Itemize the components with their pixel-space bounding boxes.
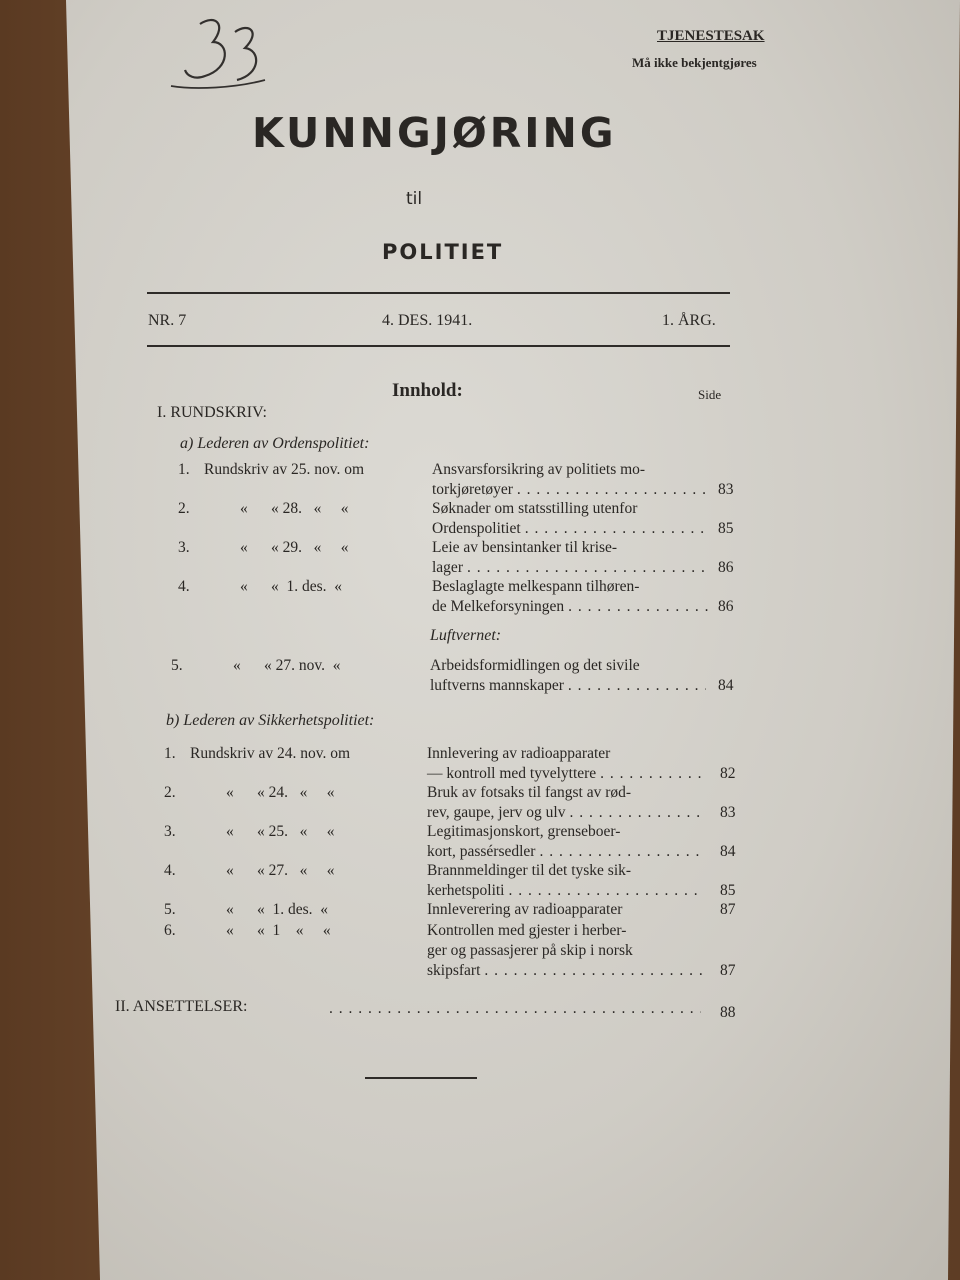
dot-leader [568,677,706,695]
entry-page: 85 [718,520,734,537]
dot-leader [509,882,704,900]
entry-description-line [427,862,707,880]
dot-leader [525,520,708,538]
entry-page: 82 [720,765,736,782]
entry-reference: « « 24. « « [226,784,335,801]
entry-description-line [432,500,712,518]
description-text: Søknader om statsstilling utenfor [432,500,638,517]
issue-year: 1. ÅRG. [662,312,716,329]
entry-reference: « « 27. nov. « [233,657,341,674]
subsection-ordenspolitiet: a) Lederen av Ordenspolitiet: [180,435,370,452]
entry-description-line [432,539,712,557]
description-text: Innleverering av radioapparater [427,901,623,918]
section-ansettelser: II. ANSETTELSER: [115,998,248,1015]
dot-leader [569,804,703,822]
entry-number: 3. [164,823,176,840]
entry-description-line [432,598,712,616]
dot-leader [484,962,703,980]
description-text: Ordenspolitiet [432,520,521,537]
classification-label: TJENESTESAK [657,28,765,44]
entry-reference: « « 29. « « [240,539,349,556]
description-text: Ansvarsforsikring av politiets mo- [432,461,646,478]
description-text: kerhetspoliti [427,882,505,899]
entry-reference: « « 1. des. « [240,578,343,595]
entry-description-line [432,559,712,577]
entry-page: 84 [720,843,736,860]
entry-reference: « « 28. « « [240,500,349,517]
issue-date: 4. DES. 1941. [382,312,473,329]
entry-description-line [432,520,712,538]
entry-page: 84 [718,677,734,694]
description-text: skipsfart [427,962,481,979]
document-title: KUNNGJØRING [252,109,617,157]
description-text: Brannmeldinger til det tyske sik- [427,862,632,879]
entry-description-line [427,745,707,763]
entry-reference: « « 1. des. « [226,901,329,918]
entry-page: 83 [720,804,736,821]
dot-leader [539,843,703,861]
description-text: ger og passasjerer på skip i norsk [427,942,633,959]
subsection-sikkerhetspolitiet: b) Lederen av Sikkerhetspolitiet: [166,712,375,729]
contents-heading: Innhold: [392,380,463,401]
entry-description-line [427,901,707,919]
entry-number: 2. [178,500,190,517]
entry-description-line [427,942,707,960]
recipient-title: POLITIET [382,240,504,264]
entry-number: 2. [164,784,176,801]
entry-description-line [427,804,707,822]
entry-page: 87 [720,962,736,979]
title-til: til [406,189,423,209]
description-text: Leie av bensintanker til krise- [432,539,618,556]
description-text: Legitimasjonskort, grenseboer- [427,823,621,840]
dot-leader [517,481,708,499]
entry-number: 6. [164,922,176,939]
entry-reference: Rundskriv av 24. nov. om [190,745,351,762]
entry-number: 3. [178,539,190,556]
dot-leader [568,598,708,616]
entry-page: 85 [720,882,736,899]
description-text: luftverns mannskaper [430,677,564,694]
entry-reference: « « 27. « « [226,862,335,879]
entry-number: 1. [164,745,176,762]
entry-description-line [432,481,712,499]
page-column-label: Side [698,387,722,402]
entry-description-line [427,882,707,900]
description-text: Beslaglagte melkespann tilhøren- [432,578,640,595]
description-text: Bruk av fotsaks til fangst av rød- [427,784,632,801]
entry-page: 87 [720,901,736,918]
entry-description-line [430,677,710,695]
classification-note: Må ikke bekjentgjøres [632,55,757,70]
description-text: Kontrollen med gjester i herber- [427,922,627,939]
entry-description-line [427,843,707,861]
issue-number: NR. 7 [148,312,187,329]
description-text: — kontroll med tyvelyttere [427,765,597,782]
entry-number: 4. [178,578,190,595]
entry-description-line [427,765,707,783]
entry-reference: Rundskriv av 25. nov. om [204,461,365,478]
section-rundskriv: I. RUNDSKRIV: [157,404,267,421]
rule-top [147,292,730,294]
entry-number: 5. [171,657,183,674]
entry-page: 83 [718,481,734,498]
entry-page: 86 [718,598,734,615]
entry-description-line [432,461,712,479]
description-text: rev, gaupe, jerv og ulv [427,804,566,821]
entry-description-line [432,578,712,596]
entry-number: 1. [178,461,190,478]
handwritten-number-33 [165,10,275,95]
entry-number: 4. [164,862,176,879]
entry-description-line [427,962,707,980]
dot-leader [467,559,708,577]
entry-description-line [427,922,707,940]
entry-number: 5. [164,901,176,918]
subsection-luftvernet: Luftvernet: [430,627,502,644]
dot-leader [600,765,703,783]
end-rule [365,1077,477,1079]
description-text: lager [432,559,463,576]
entry-description-line [427,784,707,802]
description-text: Innlevering av radioapparater [427,745,611,762]
entry-reference: « « 25. « « [226,823,335,840]
entry-reference: « « 1 « « [226,922,331,939]
description-text: kort, passérsedler [427,843,536,860]
description-text: torkjøretøyer [432,481,513,498]
description-text: de Melkeforsyningen [432,598,565,615]
rule-bottom [147,345,730,347]
entry-description-line [427,823,707,841]
ansettelser-page: 88 [720,1004,736,1021]
description-text: Arbeidsformidlingen og det sivile [430,657,640,674]
entry-description-line [430,657,710,675]
entry-page: 86 [718,559,734,576]
ansettelser-leader [325,1000,705,1018]
